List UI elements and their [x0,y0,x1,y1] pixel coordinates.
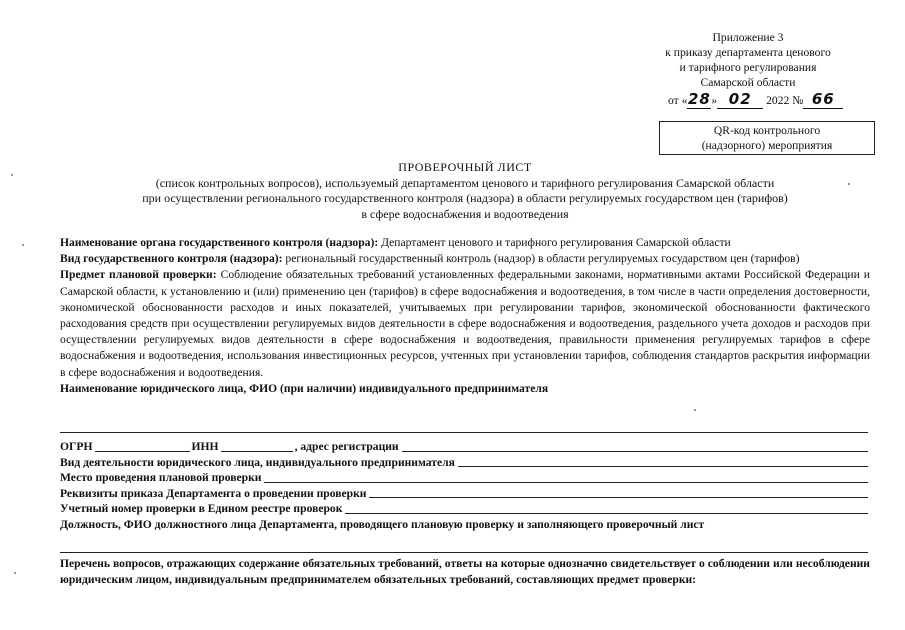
order-mid: » [711,94,718,107]
order-prefix: от « [668,94,688,107]
control-value: региональный государственный контроль (надзор) в области регулируемых государством цен (тарифов) [282,252,800,266]
qr-box-line: QR-код контрольного [713,124,821,137]
scan-speck [848,183,850,185]
address-label: , адрес регистрации [294,440,399,453]
requirements-intro [60,556,870,588]
appendix-header [648,30,848,90]
order-day-handwritten: 28 [687,90,711,108]
registry-field[interactable] [345,513,868,514]
entity-label: Наименование юридического лица, ФИО (при наличии) индивидуального предпринимателя [60,381,549,395]
place-row [60,470,868,486]
place-field[interactable] [264,482,868,483]
registry-row [60,501,868,517]
ogrn-inn-address-row [60,439,868,455]
activity-field[interactable] [458,466,868,467]
registry-label: Учетный номер проверки в Едином реестре проверок [60,502,343,516]
order-month-handwritten: 02 [717,90,763,109]
appendix-line: к приказу департамента ценового [665,46,831,59]
place-label: Место проведения плановой проверки [60,471,262,485]
scan-speck [694,409,696,411]
entity-paragraph [60,381,870,397]
appendix-line: Самарской области [700,76,796,89]
organ-value: Департамент ценового и тарифного регулирования Самарской области [378,236,731,249]
ogrn-field[interactable] [95,451,190,452]
subject-label: Предмет плановой проверки: [60,268,217,282]
scan-speck [11,174,13,176]
control-paragraph [60,251,870,267]
ogrn-label: ОГРН [60,440,93,453]
scan-speck [22,244,24,246]
official-row [60,517,868,533]
order-details-field[interactable] [369,497,868,498]
scan-speck [14,572,16,574]
document-subtitle: в сфере водоснабжения и водоотведения [361,206,569,221]
entity-fill-line[interactable] [60,432,868,433]
order-year: 2022 № [766,94,804,107]
document-body [60,235,870,397]
organ-paragraph [60,235,870,251]
organ-label: Наименование органа государственного контроля (надзора): [60,236,379,249]
inn-label: ИНН [191,440,219,453]
document-subtitle: при осуществлении регионального государственного контроля (надзора) в области регулируемых государством цен (тарифов) [142,191,788,205]
activity-label: Вид деятельности юридического лица, индивидуального предпринимателя [60,455,455,469]
subject-value: Соблюдение обязательных требований установленных федеральными законами, нормативными актами Российской Федерации и Самарской области, к установлению и (или) применению цен (тарифов) в сфере водоснабжения и водоотведения, в том числе в части определения достоверности, экономической обоснованности расходов и иных показателей, учитываемых при регулировании тарифов, экономической обоснованности фактического расходования средств при осуществлении регулируемых видов деятельности в сфере водоснабжения и водоотведения, раздельного учета доходов и расходов при осуществлении регулируемых видов деятельности в сфере водоснабжения и водоотведения, правильности применения регулируемых тарифов в сфере водоснабжения и водоотведения, использования инвестиционных ресурсов, учтенных при установлении тарифов, соблюдения стандартов раскрытия информации в сфере водоснабжения и водоотведения. [60,268,870,379]
appendix-line: и тарифного регулирования [679,61,817,74]
appendix-line: Приложение 3 [712,31,784,44]
order-details-label: Реквизиты приказа Департамента о проведении проверки [60,486,367,500]
address-field[interactable] [402,451,868,452]
activity-row [60,455,868,471]
order-details-row [60,486,868,502]
document-subtitle: (список контрольных вопросов), используемый департаментом ценового и тарифного регулирования Самарской области [155,175,775,190]
document-title: ПРОВЕРОЧНЫЙ ЛИСТ [398,160,532,174]
inn-field[interactable] [221,451,293,452]
order-date-number [668,90,858,106]
requirements-intro-text: Перечень вопросов, отражающих содержание обязательных требований, ответы на которые однозначно свидетельствует о соблюдении или несоблюдении юридическим лицом, индивидуальным предпринимателем обязательных требований, составляющих предмет проверки: [60,557,870,586]
qr-box-line: (надзорного) мероприятия [701,139,833,152]
subject-paragraph [60,267,870,380]
order-number-handwritten: 66 [803,90,843,109]
form-fields [60,435,868,533]
official-label: Должность, ФИО должностного лица Департамента, проводящего плановую проверку и заполняющего проверочный лист [60,517,705,531]
control-label: Вид государственного контроля (надзора): [60,252,283,266]
qr-code-box [659,121,875,155]
official-fill-line[interactable] [60,552,868,553]
document-title-block [60,160,870,222]
